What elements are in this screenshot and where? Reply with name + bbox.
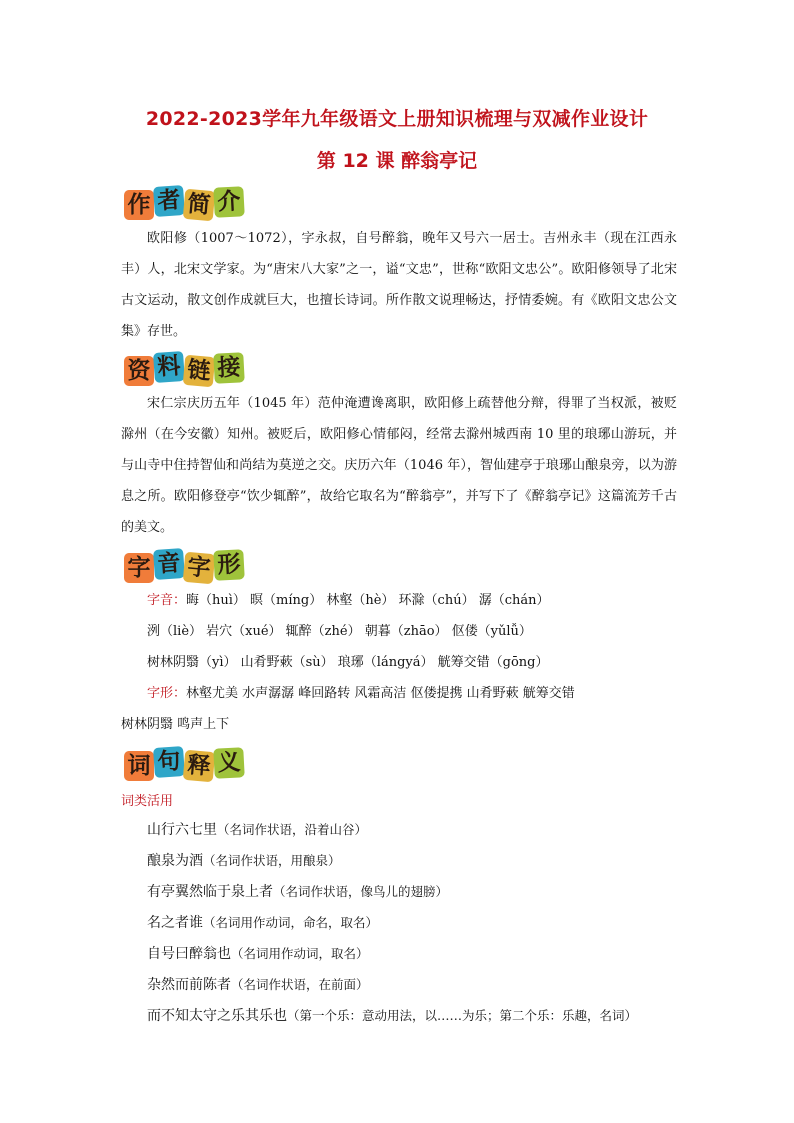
list-item [147, 844, 687, 875]
lesson-title: 第 12 课 醉翁亭记 [316, 150, 478, 172]
badge-char: 句 [153, 746, 185, 778]
ziyin-line [121, 585, 681, 616]
vocab-list [147, 813, 687, 1030]
note: （名词作状语，像鸟儿的翅膀） [273, 884, 449, 899]
zixing-text: 林壑尤美 水声潺潺 峰回路转 风霜高洁 伛偻提携 山肴野蔌 觥筹交错 [186, 686, 575, 701]
badge-char: 者 [153, 185, 185, 217]
zixing-line: 树林阴翳 鸣声上下 [121, 717, 230, 732]
section-badge-vocab [124, 745, 244, 785]
phrase: 而不知太守之乐其乐也 [147, 1008, 287, 1024]
badge-char: 音 [153, 548, 185, 580]
badge-char: 介 [213, 186, 245, 218]
note: （名词用作动词，命名，取名） [203, 915, 379, 930]
phrase: 自号曰醉翁也 [147, 946, 231, 962]
zixing-label: 字形： [147, 686, 187, 701]
list-item [147, 968, 687, 999]
badge-char: 词 [124, 751, 154, 781]
badge-char: 料 [153, 351, 185, 383]
badge-char: 义 [213, 747, 245, 779]
list-item [147, 999, 687, 1030]
badge-char: 接 [213, 352, 245, 384]
vocab-subhead: 词类活用 [121, 794, 174, 809]
list-item [147, 813, 687, 844]
list-item [147, 875, 687, 906]
phrase: 山行六七里 [147, 822, 217, 838]
badge-char: 字 [124, 553, 154, 583]
list-item [147, 937, 687, 968]
note: （名词作状语，用酿泉） [203, 853, 341, 868]
author-paragraph: 欧阳修（1007～1072），字永叔，自号醉翁，晚年又号六一居士。吉州永丰（现在江西永丰）人，北宋文学家。为“唐宋八大家”之一，谥“文忠”，世称“欧阳文忠公”。欧阳修领导了北宋古文运动，散文创作成就巨大，也擅长诗词。所作散文说理畅达，抒情委婉。有《欧阳文忠公文集》存世。 [121, 231, 677, 339]
phrase: 名之者谁 [147, 915, 203, 931]
ziyin-text: 晦（huì） 暝（míng） 林壑（hè） 环滁（chú） 潺（chán） [186, 593, 550, 608]
ziyin-label: 字音： [147, 593, 187, 608]
badge-char: 资 [124, 356, 154, 386]
note: （第一个乐：意动用法，以……为乐；第二个乐：乐趣，名词） [287, 1008, 638, 1023]
list-item [147, 906, 687, 937]
badge-char: 字 [183, 552, 216, 585]
section-badge-background [124, 350, 244, 390]
badge-char: 释 [183, 750, 216, 783]
badge-char: 形 [213, 549, 245, 581]
section-badge-author [124, 184, 244, 224]
phrase: 杂然而前陈者 [147, 977, 231, 993]
ziyin-line: 洌（liè） 岩穴（xué） 辄醉（zhé） 朝暮（zhāo） 伛偻（yǔlǚ） [147, 624, 532, 639]
badge-char: 简 [183, 189, 216, 222]
zixing-line [121, 678, 681, 709]
phrase: 酿泉为酒 [147, 853, 203, 869]
section-badge-pronunciation [124, 547, 244, 587]
note: （名词用作动词，取名） [231, 946, 369, 961]
note: （名词作状语，沿着山谷） [217, 822, 368, 837]
background-paragraph: 宋仁宗庆历五年（1045 年）范仲淹遭谗离职，欧阳修上疏替他分辩，得罪了当权派，被贬滁州（在今安徽）知州。被贬后，欧阳修心情郁闷，经常去滁州城西南 10 里的琅琊山游玩，并与山寺中住持智仙和尚结为莫逆之交。庆历六年（1046 年），智仙建亭于琅琊山酿泉旁，以为游息之所。欧阳修登亭“饮少辄醉”，故给它取名为“醉翁亭”，并写下了《醉翁亭记》这篇流芳千古的美文。 [121, 396, 677, 535]
pronunciation-block [121, 585, 681, 740]
badge-char: 作 [124, 190, 154, 220]
badge-char: 链 [183, 355, 216, 388]
note: （名词作状语，在前面） [231, 977, 369, 992]
ziyin-line: 树林阴翳（yì） 山肴野蔌（sù） 琅琊（lángyá） 觥筹交错（gōng） [147, 655, 549, 670]
phrase: 有亭翼然临于泉上者 [147, 884, 273, 900]
document-title: 2022-2023学年九年级语文上册知识梳理与双减作业设计 [145, 108, 649, 130]
